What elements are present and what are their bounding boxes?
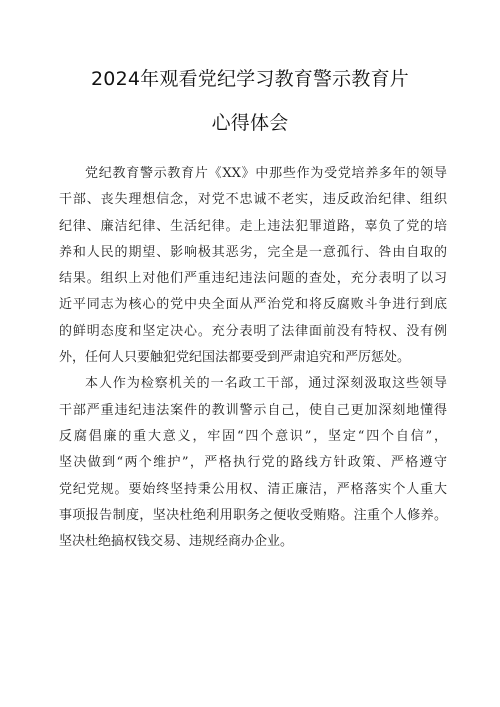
paragraph-2 [59,371,447,555]
paragraph-line: 纪律、廉洁纪律、生活纪律。走上违法犯罪道路，辜负了党的培 [59,218,447,234]
document-title-line-1: 2024年观看党纪学习教育警示教育片 [91,68,409,90]
paragraph-line: 本人作为检察机关的一名政工干部，通过深刻汲取这些领导 [85,376,447,392]
paragraph-line: 干部、丧失理想信念，对党不忠诚不老实，违反政治纪律、组织 [59,192,447,208]
paragraph-line: 党纪教育警示教育片《XX》中那些作为受党培养多年的领导 [85,166,447,181]
paragraph-line: 养和人民的期望、影响极其恶劣，完全是一意孤行、咎由自取的 [59,244,447,260]
paragraph-1 [59,161,447,371]
paragraph-line: 干部严重违纪违法案件的教训警示自己，使自己更加深刻地懂得 [59,402,447,418]
paragraph-line: 事项报告制度，坚决杜绝利用职务之便收受贿赂。注重个人修养。 [59,507,447,523]
paragraph-line: 结果。组织上对他们严重违纪违法问题的查处，充分表明了以习 [59,271,447,287]
paragraph-line: 反腐倡廉的重大意义，牢固“四个意识”，坚定“四个自信”， [59,428,447,444]
paragraph-line: 近平同志为核心的党中央全面从严治党和将反腐败斗争进行到底 [59,297,447,313]
document-body [59,161,447,555]
paragraph-line: 外，任何人只要触犯党纪国法都要受到严肃追究和严厉惩处。 [59,350,411,366]
paragraph-line: 坚决做到“两个维护”，严格执行党的路线方针政策、严格遵守 [59,455,447,471]
document-title-line-2: 心得体会 [211,112,289,134]
paragraph-line: 的鲜明态度和坚定决心。充分表明了法律面前没有特权、没有例 [59,323,447,339]
paragraph-line: 坚决杜绝搞权钱交易、违规经商办企业。 [59,534,294,550]
paragraph-line: 党纪党规。要始终坚持秉公用权、清正廉洁，严格落实个人重大 [59,481,447,497]
